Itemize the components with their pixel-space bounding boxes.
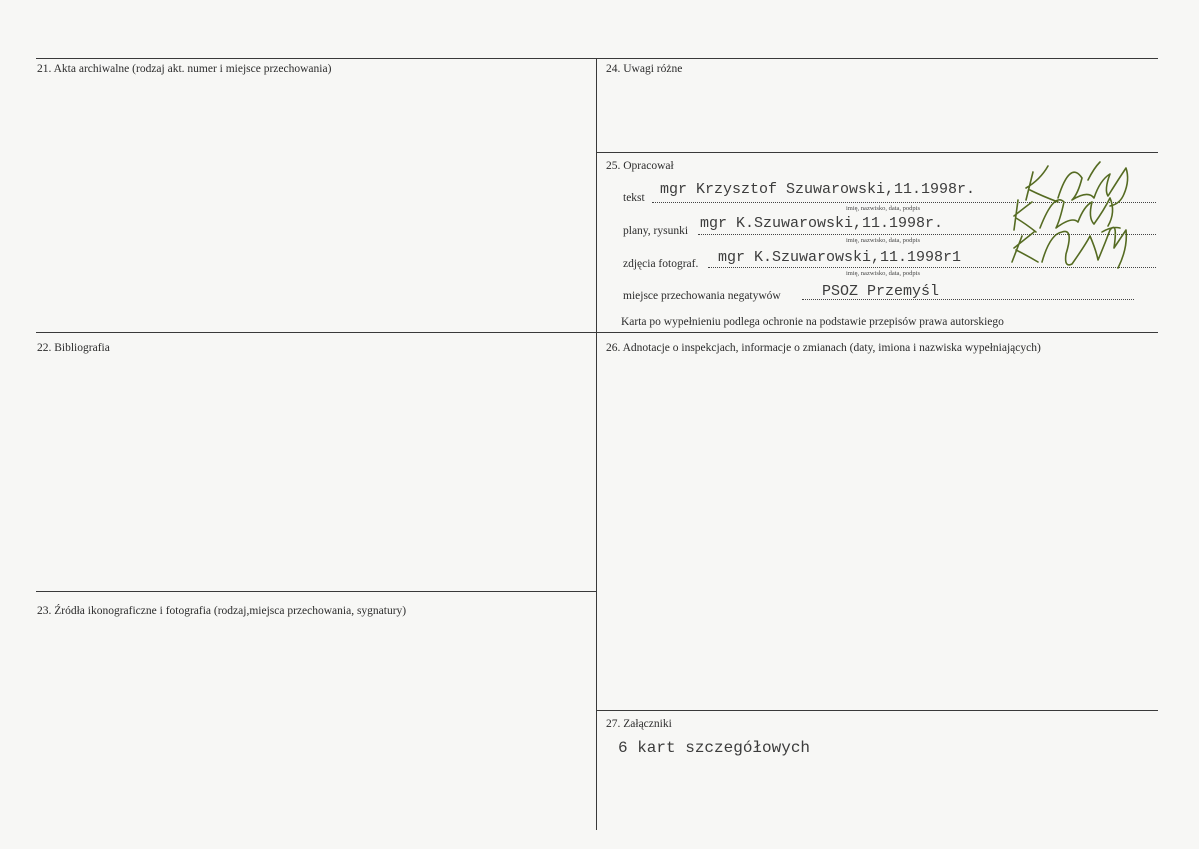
- section-23-label: 23. Źródła ikonograficzne i fotografia (rodzaj,miejsca przechowania, sygnatury): [37, 605, 407, 617]
- section-24-label: 24. Uwagi różne: [606, 63, 683, 75]
- top-rule: [36, 58, 1158, 59]
- middle-rule: [36, 332, 1158, 333]
- miejsce-value: PSOZ Przemyśl: [822, 283, 940, 300]
- miejsce-label: miejsce przechowania negatywów: [623, 290, 781, 302]
- plany-value: mgr K.Szuwarowski,11.1998r.: [700, 215, 944, 232]
- rule-26-27: [596, 710, 1158, 711]
- copyright-notice: Karta po wypełnieniu podlega ochronie na podstawie przepisów prawa autorskiego: [621, 316, 1004, 328]
- section-26-label: 26. Adnotacje o inspekcjach, informacje o zmianach (daty, imiona i nazwiska wypełniających): [606, 342, 1041, 354]
- tekst-value: mgr Krzysztof Szuwarowski,11.1998r.: [660, 181, 976, 198]
- section-27-value: 6 kart szczegółowych: [618, 739, 811, 757]
- zdjecia-hint: imię, nazwisko, data, podpis: [846, 270, 921, 277]
- section-25-label: 25. Opracował: [606, 160, 674, 172]
- plany-label: plany, rysunki: [623, 225, 689, 237]
- section-21-label: 21. Akta archiwalne (rodzaj akt. numer i miejsce przechowania): [37, 63, 332, 75]
- tekst-hint: imię, nazwisko, data, podpis: [846, 205, 921, 212]
- center-divider: [596, 58, 597, 830]
- tekst-label: tekst: [623, 192, 645, 204]
- signature-scribble: [1000, 150, 1150, 285]
- zdjecia-label: zdjęcia fotograf.: [623, 258, 699, 270]
- plany-hint: imię, nazwisko, data, podpis: [846, 237, 921, 244]
- section-27-label: 27. Załączniki: [606, 718, 672, 730]
- zdjecia-value: mgr K.Szuwarowski,11.1998r1: [718, 249, 962, 266]
- rule-22-23: [36, 591, 596, 592]
- section-22-label: 22. Bibliografia: [37, 342, 110, 354]
